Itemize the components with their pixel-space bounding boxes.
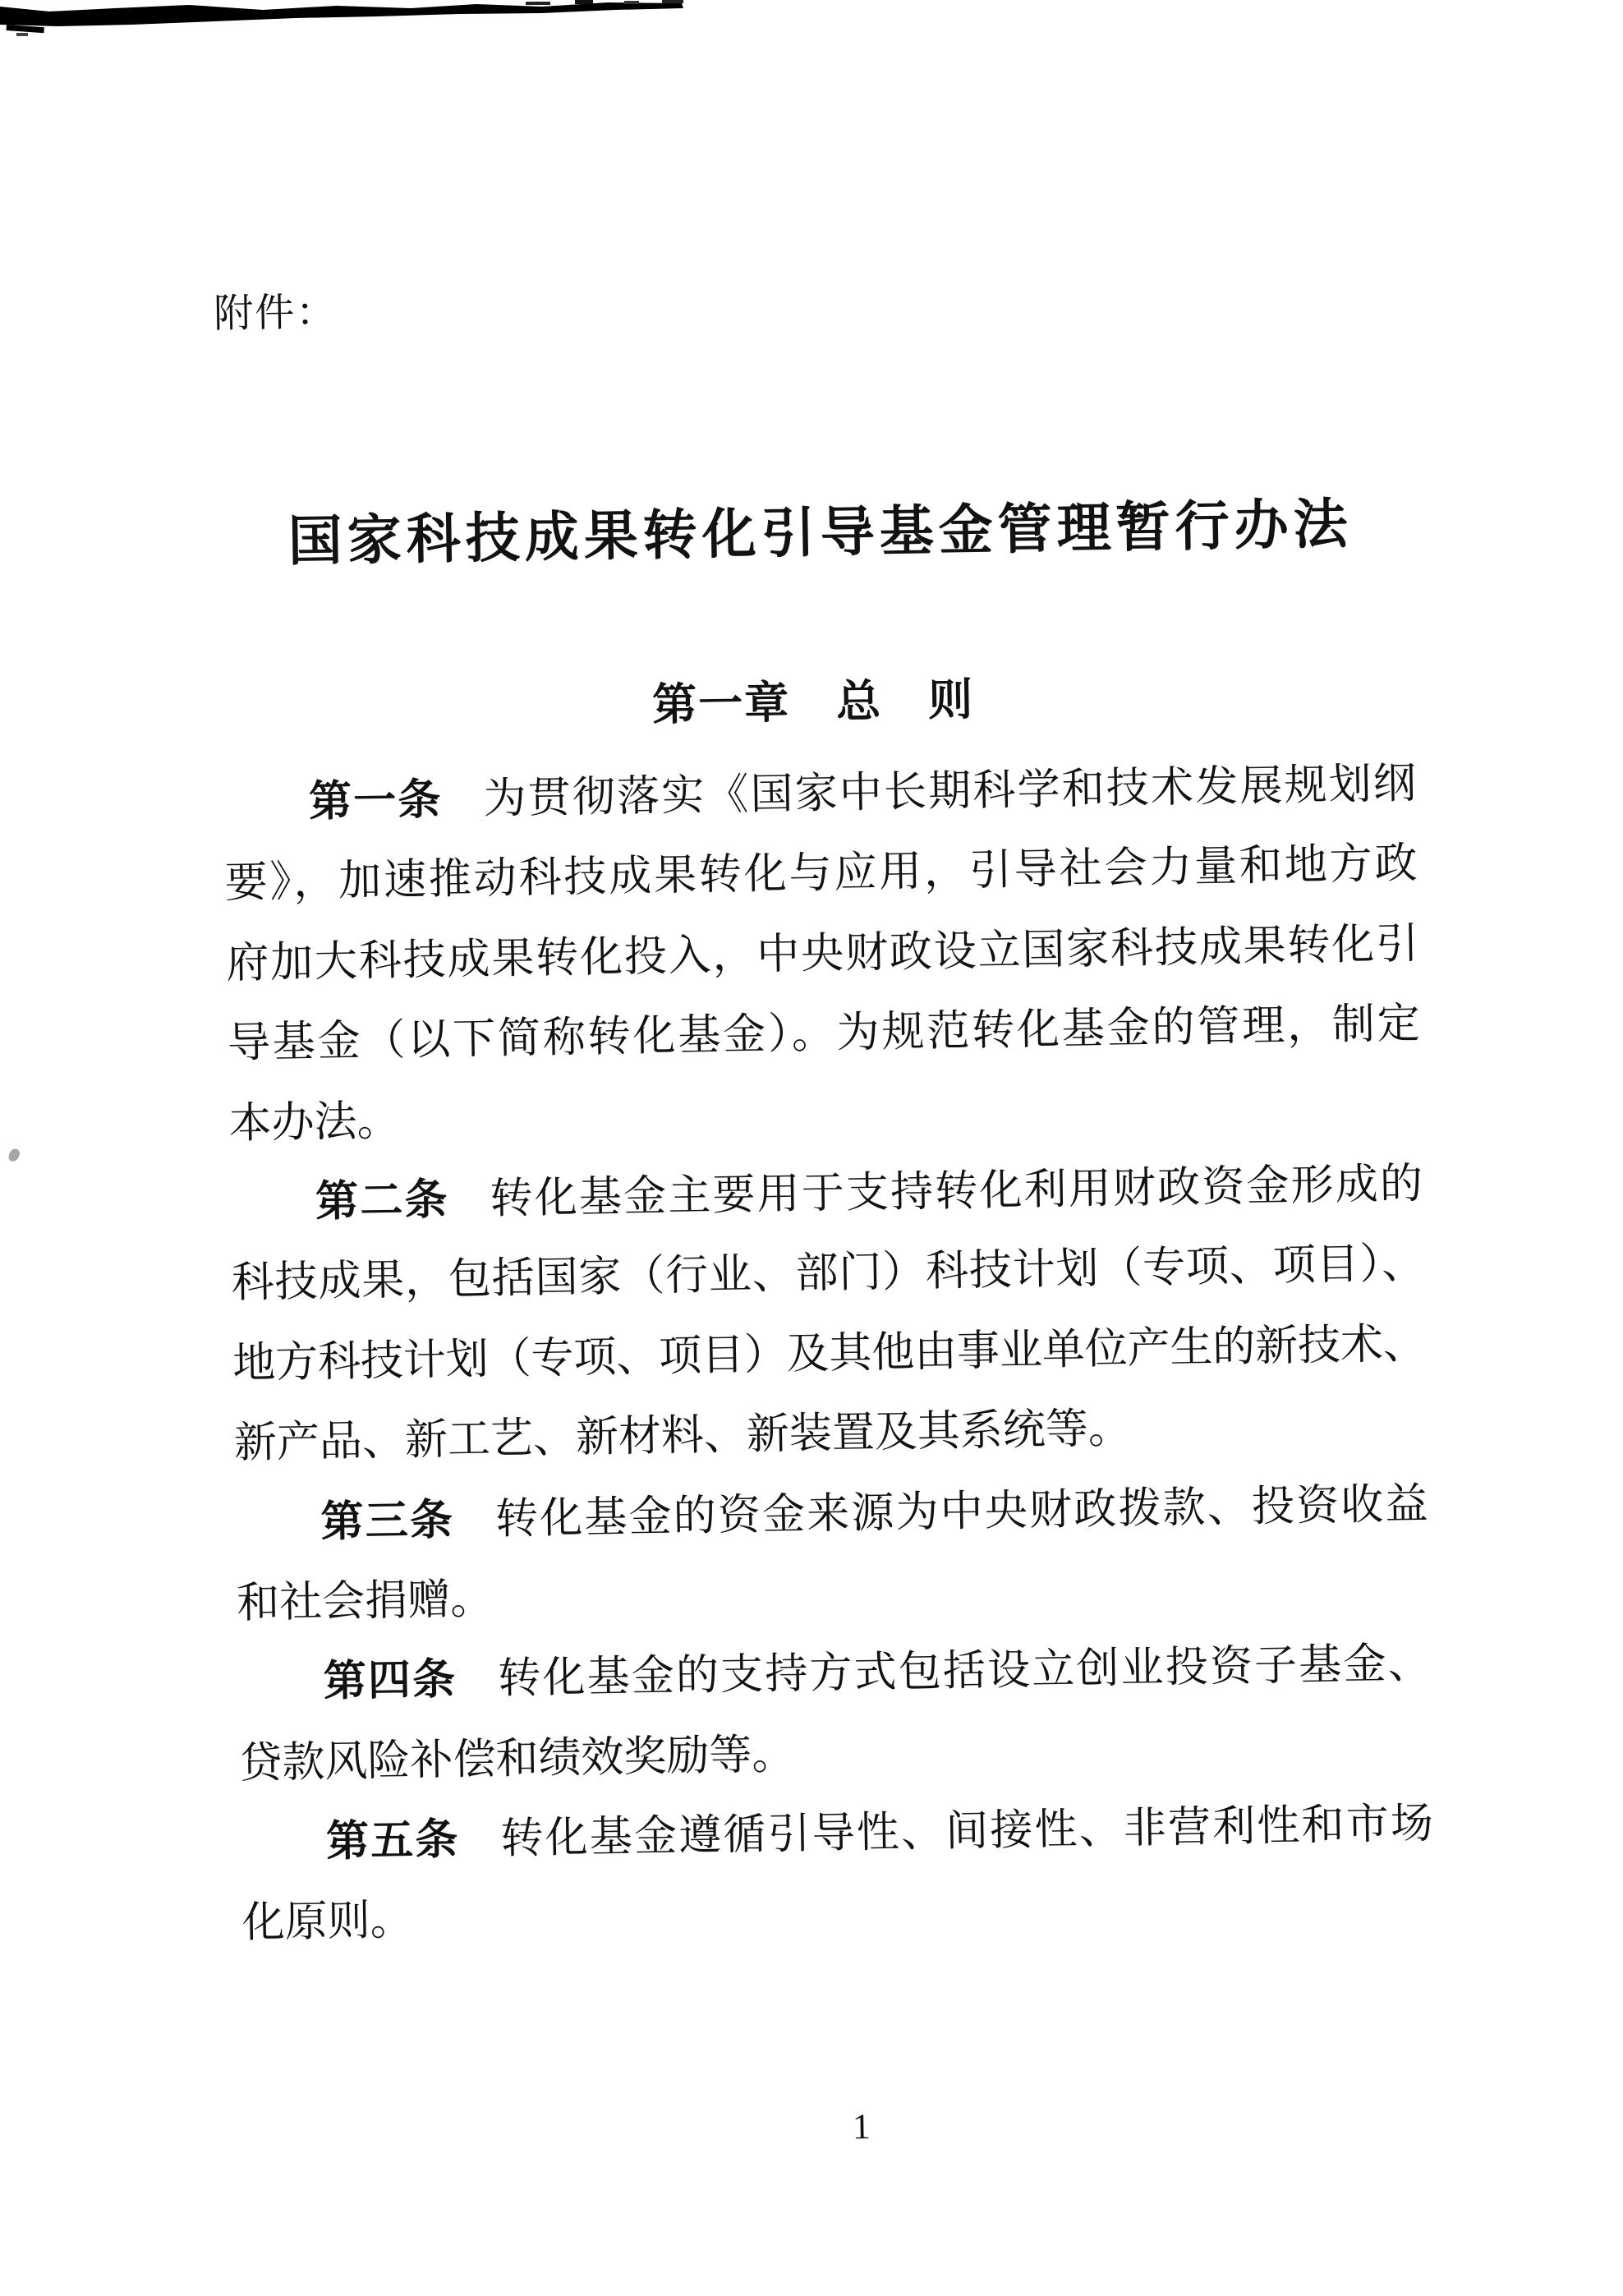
document-title: 国家科技成果转化引导基金管理暂行办法 — [287, 495, 1354, 573]
body-line-text: 转化基金遵循引导性、间接性、非营利性和市场 — [500, 1800, 1434, 1863]
body-line-text: 科技成果，包括国家（行业、部门）科技计划（专项、项目）、 — [231, 1240, 1425, 1308]
article-number: 第三条 — [320, 1496, 455, 1546]
article-number: 第二条 — [315, 1176, 450, 1226]
attachment-label: 附件： — [213, 290, 338, 337]
article-number: 第五条 — [325, 1816, 461, 1866]
body-line-text: 和社会捐赠。 — [236, 1576, 494, 1627]
body-line-text: 本办法。 — [228, 1097, 401, 1148]
body-line-text: 导基金（以下简称转化基金）。为规范转化基金的管理，制定 — [227, 1001, 1421, 1068]
body-line-text: 府加大科技成果转化投入，中央财政设立国家科技成果转化引 — [225, 920, 1419, 987]
body-line-text: 要》，加速推动科技成果转化与应用，引导社会力量和地方政 — [224, 840, 1418, 908]
document-body — [223, 744, 1435, 1964]
body-line-text: 转化基金的支持方式包括设立创业投资子基金、 — [497, 1640, 1432, 1703]
article-number: 第一条 — [308, 776, 444, 826]
body-line-text: 为贯彻落实《国家中长期科学和技术发展规划纲 — [483, 760, 1417, 823]
article-number: 第四条 — [323, 1656, 457, 1706]
scan-speck — [7, 1148, 21, 1163]
body-line-text: 转化基金的资金来源为中央财政拨款、投资收益 — [494, 1480, 1428, 1544]
page-number: 1 — [852, 2106, 871, 2147]
body-line-text: 转化基金主要用于支持转化利用财政资金形成的 — [490, 1160, 1423, 1223]
body-line-text: 贷款风险补偿和绩效奖励等。 — [238, 1731, 795, 1788]
chapter-heading: 第一章 总 则 — [651, 674, 975, 730]
body-line-text: 新产品、新工艺、新材料、新装置及其系统等。 — [233, 1405, 1132, 1468]
body-line-text: 化原则。 — [241, 1897, 414, 1948]
body-line-text: 地方科技计划（专项、项目）及其他由事业单位产生的新技术、 — [232, 1320, 1426, 1387]
